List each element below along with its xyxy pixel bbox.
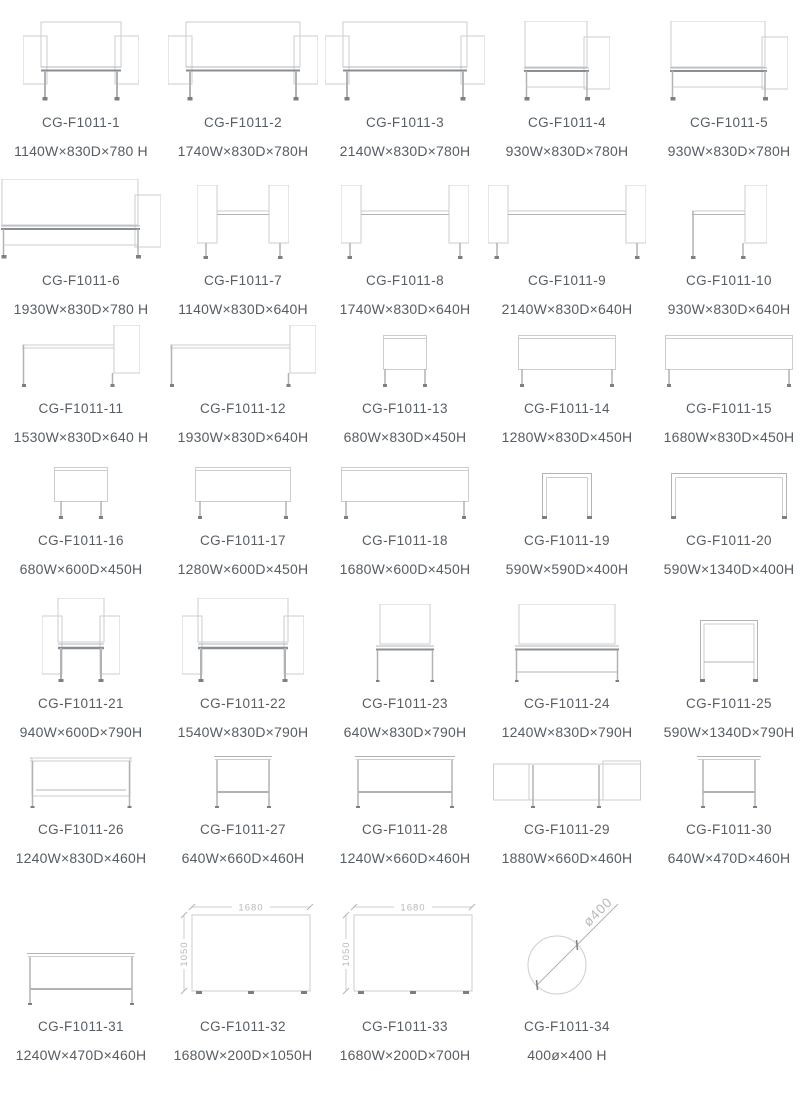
catalog-row — [0, 462, 810, 598]
armless-sofa-drawing — [324, 598, 486, 682]
catalog-item — [486, 885, 648, 1107]
catalog-item — [486, 462, 648, 598]
model-dimensions: 1240W×470D×460H — [15, 1047, 147, 1063]
catalog-item — [0, 325, 162, 466]
screen-panel-drawing — [324, 885, 486, 1005]
catalog-item — [648, 462, 810, 598]
model-code: CG-F1011-14 — [524, 401, 610, 416]
model-code: CG-F1011-32 — [200, 1019, 286, 1034]
model-dimensions: 1930W×830D×640H — [177, 429, 309, 445]
catalog-item — [162, 185, 324, 337]
model-dimensions: 680W×830D×450H — [343, 429, 467, 445]
catalog-item — [648, 325, 810, 466]
two-arm-sofa-drawing — [0, 17, 162, 101]
model-dimensions: 640W×470D×460H — [667, 850, 791, 866]
model-code: CG-F1011-28 — [362, 822, 448, 837]
catalog-row — [0, 185, 810, 325]
right-arm-sofa-drawing — [648, 17, 810, 101]
two-arm-bench-drawing — [162, 185, 324, 259]
model-code: CG-F1011-23 — [362, 696, 448, 711]
armless-sofa-drawing — [486, 598, 648, 682]
model-dimensions: 940W×600D×790H — [19, 724, 143, 740]
catalog-item — [162, 752, 324, 886]
catalog-item — [162, 462, 324, 598]
model-dimensions: 930W×830D×780H — [667, 143, 791, 159]
catalog-item — [486, 598, 648, 763]
model-dimensions: 680W×600D×450H — [19, 561, 143, 577]
panel-width-label: 1680 — [400, 902, 426, 914]
model-code: CG-F1011-29 — [524, 822, 610, 837]
catalog-row — [0, 0, 810, 185]
model-dimensions: 930W×830D×640H — [667, 301, 791, 317]
model-code: CG-F1011-11 — [38, 401, 124, 416]
model-code: CG-F1011-13 — [362, 401, 448, 416]
model-code: CG-F1011-2 — [203, 115, 283, 130]
catalog-row — [0, 885, 810, 1106]
model-dimensions: 1680W×600D×450H — [339, 561, 471, 577]
model-dimensions: 640W×660D×460H — [181, 850, 305, 866]
right-arm-sofa-drawing — [486, 17, 648, 101]
model-code: CG-F1011-27 — [200, 822, 286, 837]
model-dimensions: 1240W×830D×790H — [501, 724, 633, 740]
model-dimensions: 1880W×660D×460H — [501, 850, 633, 866]
model-code: CG-F1011-25 — [686, 696, 772, 711]
model-dimensions: 590W×1340D×790H — [663, 724, 795, 740]
model-code: CG-F1011-21 — [38, 696, 124, 711]
model-code: CG-F1011-12 — [200, 401, 286, 416]
model-dimensions: 1140W×830D×640H — [178, 301, 308, 317]
model-code: CG-F1011-15 — [686, 401, 772, 416]
model-code: CG-F1011-4 — [527, 115, 607, 130]
catalog-item — [648, 752, 810, 886]
side-table-drawing — [486, 467, 648, 519]
model-dimensions: 1140W×830D×780 H — [14, 143, 148, 159]
catalog-item — [0, 462, 162, 598]
rectangular-table-drawing — [162, 752, 324, 808]
model-code: CG-F1011-33 — [362, 1019, 448, 1034]
rectangular-table-drawing — [324, 752, 486, 808]
model-code: CG-F1011-6 — [41, 273, 121, 288]
two-arm-armchair-drawing — [162, 598, 324, 682]
panel-width-label: 1680 — [238, 902, 264, 914]
catalog-row — [0, 598, 810, 752]
model-dimensions: 1240W×660D×460H — [339, 850, 471, 866]
coffee-table-drawing — [0, 752, 162, 808]
catalog-item — [648, 0, 810, 185]
backless-bench-drawing — [324, 325, 486, 387]
right-arm-bench-drawing — [648, 185, 810, 259]
two-arm-sofa-drawing — [162, 17, 324, 101]
screen-panel-drawing — [162, 885, 324, 1005]
model-code: CG-F1011-3 — [365, 115, 445, 130]
catalog-item — [486, 325, 648, 466]
catalog-item — [324, 598, 486, 763]
backless-bench-drawing — [486, 325, 648, 387]
catalog-item — [0, 752, 162, 886]
catalog-item — [0, 0, 162, 185]
model-code: CG-F1011-17 — [200, 533, 286, 548]
catalog-item — [162, 0, 324, 185]
model-dimensions: 1530W×830D×640 H — [13, 429, 149, 445]
two-arm-sofa-drawing — [324, 17, 486, 101]
backless-bench-drawing — [648, 325, 810, 387]
model-code: CG-F1011-30 — [686, 822, 772, 837]
model-dimensions: 1740W×830D×780H — [177, 143, 309, 159]
model-code: CG-F1011-1 — [41, 115, 121, 130]
right-arm-sofa-drawing — [0, 185, 162, 259]
round-diameter-label: ø400 — [580, 894, 616, 930]
rectangular-table-drawing — [0, 885, 162, 1005]
catalog-item — [162, 598, 324, 763]
model-code: CG-F1011-22 — [200, 696, 286, 711]
model-dimensions: 1280W×600D×450H — [177, 561, 309, 577]
model-dimensions: 1680W×200D×700H — [339, 1047, 471, 1063]
model-dimensions: 1540W×830D×790H — [177, 724, 309, 740]
catalog-item — [324, 752, 486, 886]
catalog-item — [648, 185, 810, 337]
console-table-drawing — [486, 752, 648, 808]
right-arm-daybed-drawing — [0, 325, 162, 387]
model-code: CG-F1011-31 — [38, 1019, 124, 1034]
model-dimensions: 1680W×830D×450H — [663, 429, 795, 445]
catalog-item — [486, 185, 648, 337]
panel-height-label: 1050 — [341, 941, 352, 967]
side-table-drawing — [648, 467, 810, 519]
two-arm-armchair-drawing — [0, 598, 162, 682]
model-dimensions: 1280W×830D×450H — [501, 429, 633, 445]
right-arm-daybed-drawing — [162, 325, 324, 387]
catalog-item — [648, 598, 810, 763]
model-dimensions: 400ø×400 H — [527, 1047, 607, 1063]
model-code: CG-F1011-8 — [365, 273, 445, 288]
model-code: CG-F1011-26 — [38, 822, 124, 837]
model-dimensions: 590W×1340D×400H — [663, 561, 795, 577]
catalog-item — [486, 752, 648, 886]
catalog-item — [0, 185, 162, 337]
model-code: CG-F1011-16 — [38, 533, 124, 548]
catalog-item — [0, 885, 162, 1107]
round-table-drawing — [486, 885, 648, 1005]
model-code: CG-F1011-34 — [524, 1019, 610, 1034]
model-code: CG-F1011-24 — [524, 696, 610, 711]
catalog-item — [0, 598, 162, 763]
catalog-item — [324, 325, 486, 466]
model-dimensions: 1740W×830D×640H — [339, 301, 471, 317]
model-code: CG-F1011-7 — [203, 273, 283, 288]
model-dimensions: 1680W×200D×1050H — [173, 1047, 313, 1063]
backless-bench-drawing — [0, 467, 162, 519]
model-code: CG-F1011-9 — [527, 273, 607, 288]
catalog-row — [0, 325, 810, 462]
catalog-item — [324, 0, 486, 185]
catalog-item — [324, 462, 486, 598]
model-code: CG-F1011-19 — [524, 533, 610, 548]
catalog-item — [324, 885, 486, 1107]
model-dimensions: 2140W×830D×640H — [501, 301, 633, 317]
model-code: CG-F1011-18 — [362, 533, 448, 548]
backless-bench-drawing — [324, 467, 486, 519]
model-code: CG-F1011-10 — [686, 273, 772, 288]
panel-height-label: 1050 — [179, 941, 190, 967]
two-arm-bench-drawing — [486, 185, 648, 259]
model-code: CG-F1011-20 — [686, 533, 772, 548]
catalog-item — [162, 325, 324, 466]
model-code: CG-F1011-5 — [689, 115, 769, 130]
catalog-row — [0, 752, 810, 885]
catalog-item — [486, 0, 648, 185]
model-dimensions: 1930W×830D×780 H — [13, 301, 149, 317]
shelf-side-table-drawing — [648, 598, 810, 682]
model-dimensions: 1240W×830D×460H — [15, 850, 147, 866]
backless-bench-drawing — [162, 467, 324, 519]
catalog-item — [324, 185, 486, 337]
model-dimensions: 930W×830D×780H — [505, 143, 629, 159]
rectangular-table-drawing — [648, 752, 810, 808]
model-dimensions: 2140W×830D×780H — [339, 143, 471, 159]
model-dimensions: 590W×590D×400H — [505, 561, 629, 577]
two-arm-bench-drawing — [324, 185, 486, 259]
catalog-item — [162, 885, 324, 1107]
model-dimensions: 640W×830D×790H — [343, 724, 467, 740]
